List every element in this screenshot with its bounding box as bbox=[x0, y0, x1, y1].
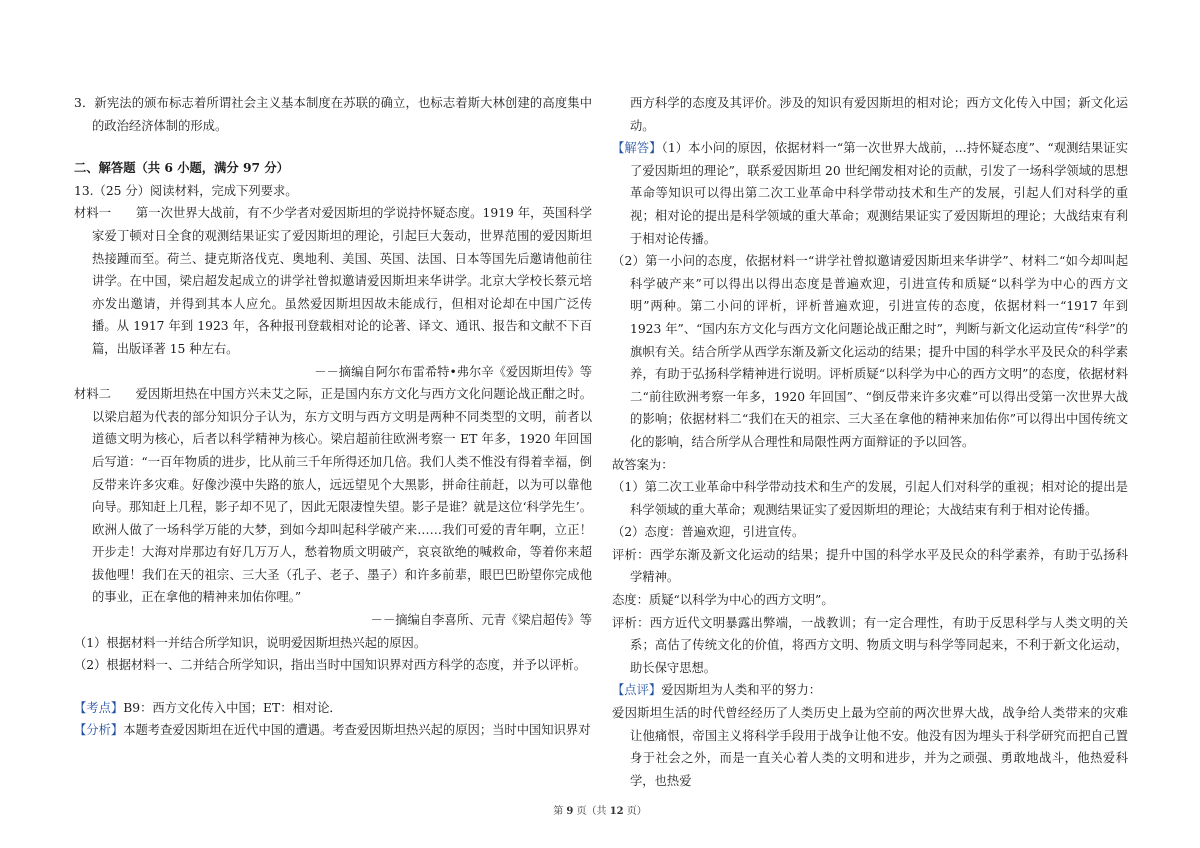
fenxi-tag: 【分析】 bbox=[74, 723, 124, 738]
answer-2: （2）态度：普遍欢迎，引进宣传。 bbox=[612, 525, 805, 540]
item-3: 3．新宪法的颁布标志着所谓社会主义基本制度在苏联的确立，也标志着斯大林创建的高度集中的政治经济体制的形成。 bbox=[74, 96, 592, 133]
material-one: 材料一 第一次世界大战前，有不少学者对爱因斯坦的学说持怀疑态度。1919 年，英国科学家爱丁顿对日全食的观测结果证实了爱因斯坦的理论，引起巨大轰动，世界范围的爱因斯坦热接踵而至。荷兰、捷克斯洛伐克、奥地利、美国、英国、法国、日本等国先后邀请他前往讲学。在中国，梁启超发起成立的讲学社曾拟邀请爱因斯坦来华讲学。北京大学校长蔡元培亦发出邀请，并得到其本人应允。虽然爱因斯坦因故未能成行，但相对论却在中国广泛传播。从 1917 年到 1923 年，各种报刊登载相对论的论著、译文、通讯、报告和文献不下百篇，出版译著 15 种左右。 bbox=[74, 206, 592, 356]
kaodian-tag: 【考点】 bbox=[74, 700, 124, 715]
sub-question-2: （2）根据材料一、二并结合所学知识，指出当时中国知识界对西方科学的态度，并予以评析。 bbox=[74, 658, 586, 673]
dianping-line bbox=[612, 679, 1128, 702]
answer-intro: 故答案为： bbox=[612, 457, 674, 472]
jieda-text-1: （1）本小问的原因，依据材料一“第一次世界大战前，...持怀疑态度”、“观测结果证实了爱因斯坦的理论”，联系爱因斯坦 20 世纪阐发相对论的贡献，引发了一场科学领域的思想革命等知识可以得出第二次工业革命中科学带动技术和生产的发展，引起人们对科学的重视；相对论的提出是科学领域的重大革命；观测结果证实了爱因斯坦的理论；大战结束有利于相对论传播。 bbox=[630, 141, 1128, 246]
final-paragraph: 爱因斯坦生活的时代曾经经历了人类历史上最为空前的两次世界大战，战争给人类带来的灾难让他痛恨，帝国主义将科学手段用于战争让他不安。他没有因为埋头于科学研究而把自己置身于社会之外，而是一直关心着人类的文明和进步，并为之顽强、勇敢地战斗，他热爱科学，也热爱 bbox=[612, 706, 1128, 788]
jieda-part-1 bbox=[612, 137, 1128, 250]
page-total: 12 bbox=[609, 806, 624, 817]
section-title: 二、解答题（共 6 小题，满分 97 分） bbox=[74, 160, 289, 176]
answer-1: （1）第二次工业革命中科学带动技术和生产的发展，引起人们对科学的重视；相对论的提出是科学领域的重大革命；观测结果证实了爱因斯坦的理论；大战结束有利于相对论传播。 bbox=[612, 480, 1128, 517]
kaodian-line bbox=[74, 697, 592, 720]
kaodian-text: B9：西方文化传入中国；ET：相对论． bbox=[123, 700, 342, 715]
fenxi-line bbox=[74, 719, 592, 742]
dianping-text: 爱因斯坦为人类和平的努力： bbox=[661, 683, 822, 698]
page-number: 9 bbox=[566, 806, 574, 817]
dianping-tag: 【点评】 bbox=[612, 683, 662, 698]
question-13: 13.（25 分）阅读材料，完成下列要求。 bbox=[74, 183, 298, 198]
left-column bbox=[74, 92, 592, 742]
page-footer bbox=[0, 802, 1200, 817]
pingxi-1: 评析：西学东渐及新文化运动的结果；提升中国的科学水平及民众的科学素养，有助于弘扬科学精神。 bbox=[612, 547, 1128, 585]
material-two: 材料二 爱因斯坦热在中国方兴未艾之际，正是国内东方文化与西方文化问题论战正酣之时。以梁启超为代表的部分知识分子认为，东方文明与西方文明是两种不同类型的文明，前者以道德文明为核心，后者以科学精神为核心。梁启超前往欧洲考察一 ET 年多，1920 年回国后写道：“一百年物质的进步，比从前三千年所得还加几倍。我们人类不惟没有得着幸福，倒反带来许多灾难。好像沙漠中失路的旅人，远远望见个大黑影，拼命往前赶，以为可以靠他向导。那知赶上几程，影子却不见了，因此无限凄惶失望。影子是谁？就是这位‘科学先生’。欧洲人做了一场科学万能的大梦，到如今却叫起科学破产来……我们可爱的青年啊，立正！开步走！大海对岸那边有好几万万人，愁着物质文明破产，哀哀欲绝的喊救命，等着你来超拔他哩！我们在天的祖宗、三大圣（孔子、老子、墨子）和许多前辈，眼巴巴盼望你完成他的事业，正在拿他的精神来加佑你哩。” bbox=[74, 387, 592, 605]
taidu-line: 态度：质疑“以科学为中心的西方文明”。 bbox=[612, 593, 834, 608]
footer-prefix: 第 bbox=[553, 806, 567, 817]
footer-mid: 页（共 bbox=[573, 806, 610, 817]
material-two-source: －－摘编自李喜所、元青《梁启超传》等 bbox=[370, 613, 592, 628]
jieda-tag: 【解答】 bbox=[612, 141, 662, 156]
fenxi-text: 本题考查爱因斯坦在近代中国的遭遇。考查爱因斯坦热兴起的原因；当时中国知识界对 bbox=[123, 723, 591, 738]
jieda-part-2: （2）第一小问的态度，依据材料一“讲学社曾拟邀请爱因斯坦来华讲学”、材料二“如今却叫起科学破产来”可以得出以得出态度是普遍欢迎，引进宣传和质疑“以科学为中心的西方文明”两种。第二小问的评析，评析普遍欢迎，引进宣传的态度，依据材料一“1917 年到 1923 年”、“国内东方文化与西方文化问题论战正酣之时”，判断与新文化运动宣传“科学”的旗帜有关。结合所学从西学东渐及新文化运动的结果；提升中国的科学水平及民众的科学素养，有助于弘扬科学精神进行说明。评析质疑“以科学为中心的西方文明”的态度，依据材料二“前往欧洲考察一年多，1920 年回国”、“倒反带来许多灾难”可以得出受第一次世界大战的影响；依据材料二“我们在天的祖宗、三大圣在拿他的精神来加佑你”可以得出中国传统文化的影响，结合所学从合理性和局限性两方面辩证的予以回答。 bbox=[612, 254, 1128, 449]
fenxi-continued: 西方科学的态度及其评价。涉及的知识有爱因斯坦的相对论；西方文化传入中国；新文化运动。 bbox=[630, 96, 1128, 133]
material-one-source: －－摘编自阿尔布雷希特•弗尔辛《爱因斯坦传》等 bbox=[314, 364, 592, 379]
pingxi-2: 评析：西方近代文明暴露出弊端，一战教训；有一定合理性，有助于反思科学与人类文明的关系；高估了传统文化的价值，将西方文明、物质文明与科学等同起来，不利于新文化运动，助长保守思想。 bbox=[612, 615, 1128, 675]
right-column bbox=[612, 92, 1128, 792]
footer-suffix: 页） bbox=[623, 806, 647, 817]
sub-question-1: （1）根据材料一并结合所学知识，说明爱因斯坦热兴起的原因。 bbox=[74, 635, 427, 650]
